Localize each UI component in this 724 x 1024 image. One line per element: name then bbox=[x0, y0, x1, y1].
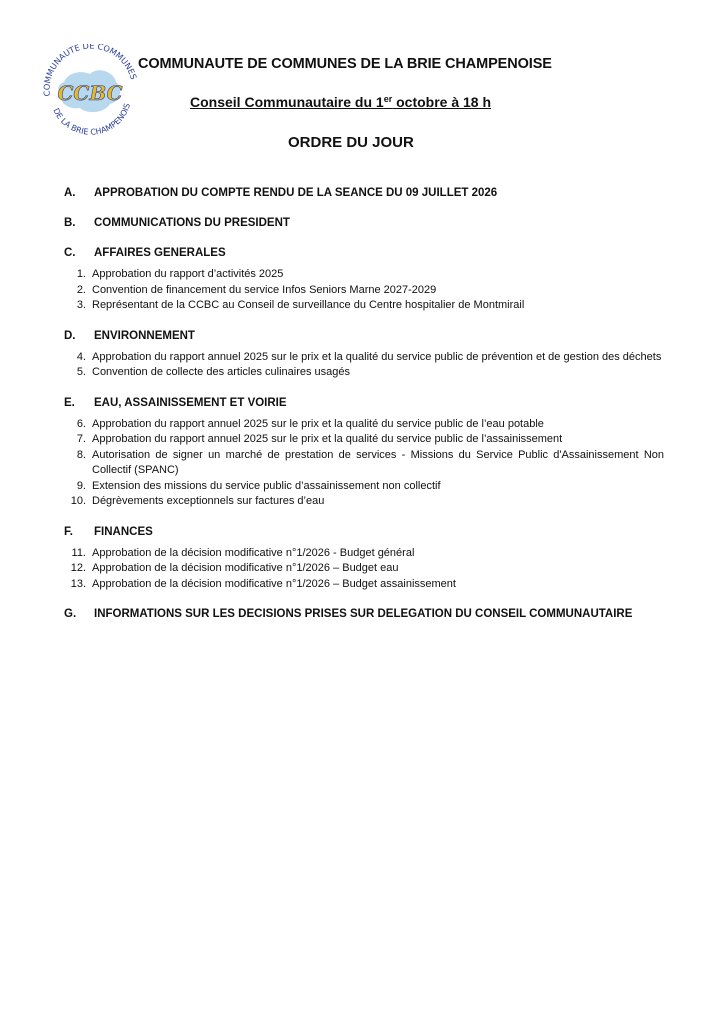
agenda-item bbox=[64, 546, 664, 562]
section-title: INFORMATIONS SUR LES DECISIONS PRISES SUR DELEGATION DU CONSEIL COMMUNAUTAIRE bbox=[94, 608, 633, 620]
section-items bbox=[64, 546, 664, 593]
section-items bbox=[64, 417, 664, 510]
section-letter: E. bbox=[64, 396, 75, 409]
logo-arc-bottom: DE LA BRIE CHAMPENOIS bbox=[51, 102, 132, 137]
section-heading bbox=[64, 328, 664, 344]
section-letter: F. bbox=[64, 525, 73, 538]
item-text: Approbation de la décision modificative n°1/2026 – Budget eau bbox=[92, 562, 399, 574]
agenda-item bbox=[64, 479, 664, 495]
meeting-title-ordinal: er bbox=[383, 94, 393, 104]
agenda-section bbox=[64, 245, 664, 314]
section-letter: D. bbox=[64, 329, 76, 342]
logo-initials: CCBC bbox=[57, 81, 123, 105]
item-text: Approbation du rapport d’activités 2025 bbox=[92, 268, 284, 280]
agenda-item bbox=[64, 561, 664, 577]
agenda-section bbox=[64, 328, 664, 381]
agenda-item bbox=[64, 267, 664, 283]
ccbc-logo-graphic bbox=[38, 44, 142, 140]
item-text: Approbation de la décision modificative n°1/2026 - Budget général bbox=[92, 546, 415, 559]
agenda-title: ORDRE DU JOUR bbox=[288, 134, 414, 151]
meeting-title-start: Conseil Communautaire du 1 bbox=[190, 94, 384, 110]
section-title: AFFAIRES GENERALES bbox=[94, 247, 226, 259]
section-items bbox=[64, 350, 664, 381]
agenda-item bbox=[64, 283, 664, 299]
item-text: Approbation du rapport annuel 2025 sur le prix et la qualité du service public de l’eau potable bbox=[92, 417, 544, 430]
item-text: Dégrèvements exceptionnels sur factures d’eau bbox=[92, 495, 325, 507]
section-heading bbox=[64, 524, 664, 540]
section-heading bbox=[64, 215, 664, 231]
section-title: FINANCES bbox=[94, 525, 153, 538]
item-number: 7. bbox=[76, 433, 86, 445]
agenda-list bbox=[64, 185, 664, 636]
agenda-item bbox=[64, 298, 664, 314]
agenda-section bbox=[64, 395, 664, 510]
item-number: 11. bbox=[71, 546, 86, 559]
agenda-section bbox=[64, 215, 664, 231]
meeting-title bbox=[190, 94, 570, 110]
agenda-section bbox=[64, 606, 664, 622]
item-text: Convention de financement du service Infos Seniors Marne 2027-2029 bbox=[92, 283, 437, 296]
agenda-item bbox=[64, 432, 664, 448]
organization-title: COMMUNAUTE DE COMMUNES DE LA BRIE CHAMPENOISE bbox=[138, 56, 552, 72]
item-text: Extension des missions du service public d’assainissement non collectif bbox=[92, 479, 441, 492]
agenda-item bbox=[64, 417, 664, 433]
item-text: Approbation du rapport annuel 2025 sur le prix et la qualité du service public de l’assainissement bbox=[92, 433, 563, 445]
section-title: APPROBATION DU COMPTE RENDU DE LA SEANCE DU 09 JUILLET 2026 bbox=[94, 187, 498, 199]
section-title: EAU, ASSAINISSEMENT ET VOIRIE bbox=[94, 396, 287, 409]
section-heading bbox=[64, 395, 664, 411]
item-number: 2. bbox=[76, 283, 86, 296]
agenda-section bbox=[64, 524, 664, 593]
section-heading bbox=[64, 245, 664, 261]
agenda-item bbox=[64, 494, 664, 510]
item-number: 13. bbox=[70, 577, 86, 590]
agenda-item bbox=[64, 350, 664, 366]
section-letter: B. bbox=[64, 217, 76, 229]
item-text: Convention de collecte des articles culinaires usagés bbox=[92, 366, 351, 378]
section-title: ENVIRONNEMENT bbox=[94, 329, 195, 342]
section-letter: A. bbox=[64, 187, 76, 199]
section-heading bbox=[64, 185, 664, 201]
item-number: 8. bbox=[76, 448, 86, 461]
item-number: 9. bbox=[76, 479, 86, 492]
section-items bbox=[64, 267, 664, 314]
item-number: 3. bbox=[76, 299, 86, 311]
section-letter: G. bbox=[64, 608, 77, 620]
meeting-title-end: octobre à 18 h bbox=[392, 94, 492, 110]
item-number: 6. bbox=[76, 417, 86, 430]
item-text: Approbation du rapport annuel 2025 sur le prix et la qualité du service public de prévention et de gestion des déchets bbox=[92, 350, 662, 363]
agenda-item bbox=[64, 365, 664, 381]
section-letter: C. bbox=[64, 247, 76, 259]
item-text: Représentant de la CCBC au Conseil de surveillance du Centre hospitalier de Montmirail bbox=[92, 299, 525, 311]
section-title: COMMUNICATIONS DU PRESIDENT bbox=[94, 217, 290, 229]
section-heading bbox=[64, 606, 664, 622]
item-number: 4. bbox=[76, 350, 86, 363]
ccbc-logo bbox=[38, 44, 142, 140]
item-number: 12. bbox=[70, 562, 86, 574]
item-number: 5. bbox=[76, 366, 86, 378]
item-number: 10. bbox=[70, 495, 86, 507]
agenda-item bbox=[64, 448, 664, 479]
item-text: Autorisation de signer un marché de prestation de services - Missions du Service Public d'Assainissement Non Collectif (SPANC) bbox=[92, 448, 664, 476]
agenda-section bbox=[64, 185, 664, 201]
agenda-item bbox=[64, 577, 664, 593]
item-number: 1. bbox=[76, 268, 86, 280]
item-text: Approbation de la décision modificative n°1/2026 – Budget assainissement bbox=[92, 577, 456, 590]
logo-arc-top: COMMUNAUTE DE COMMUNES bbox=[41, 44, 139, 97]
